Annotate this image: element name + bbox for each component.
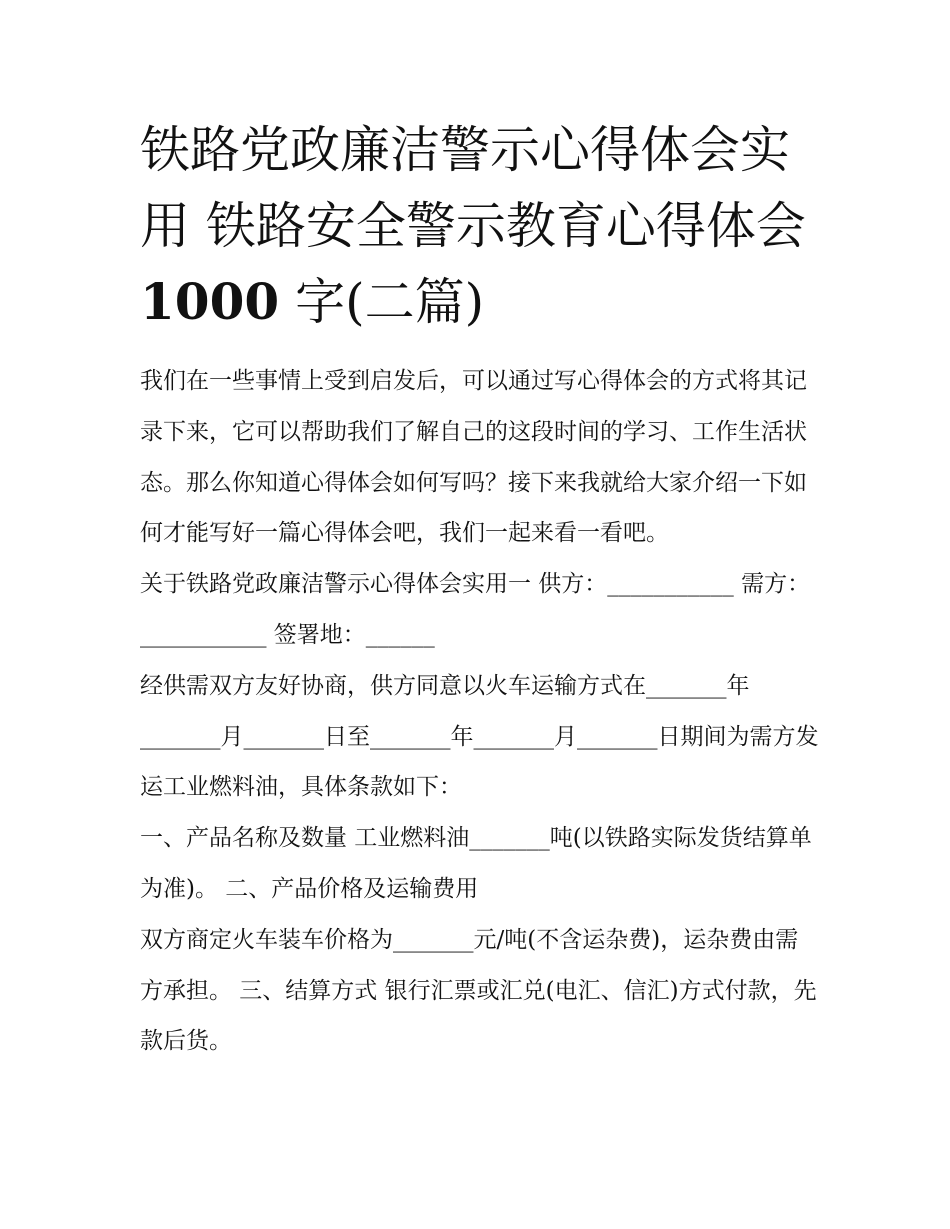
paragraph-intro: 我们在一些事情上受到启发后，可以通过写心得体会的方式将其记录下来，它可以帮助我们了解自己的这段时间的学习、工作生活状态。那么你知道心得体会如何写吗？接下来我就给大家介绍一下如何才能写好一篇心得体会吧，我们一起来看一看吧。 (140, 368, 807, 547)
paragraph-price-settlement: 双方商定火车装车价格为_______元/吨(不含运杂费)，运杂费由需方承担。 三、结算方式 银行汇票或汇兑(电汇、信汇)方式付款，先款后货。 (140, 926, 817, 1055)
paragraph-product: 一、产品名称及数量 工业燃料油_______吨(以铁路实际发货结算单为准)。 二、产品价格及运输费用 (140, 825, 812, 902)
title-line-2: 用 铁路安全警示教育心得体会 (140, 197, 806, 255)
paragraph-agreement: 经供需双方友好协商，供方同意以火车运输方式在_______年_______月_______日至_______年_______月_______日期间为需方发运工业燃料油，具体条款如下： (140, 672, 819, 801)
document-title (140, 112, 820, 340)
title-line-1: 铁路党政廉洁警示心得体会实 (140, 121, 790, 179)
paragraph-parties: 关于铁路党政廉洁警示心得体会实用一 供方：___________ 需方：___________ 签署地：______ (140, 571, 811, 648)
title-line-3: 字(二篇) (279, 273, 485, 331)
title-word-count: 1000 (140, 272, 280, 331)
document-body (140, 356, 820, 1067)
